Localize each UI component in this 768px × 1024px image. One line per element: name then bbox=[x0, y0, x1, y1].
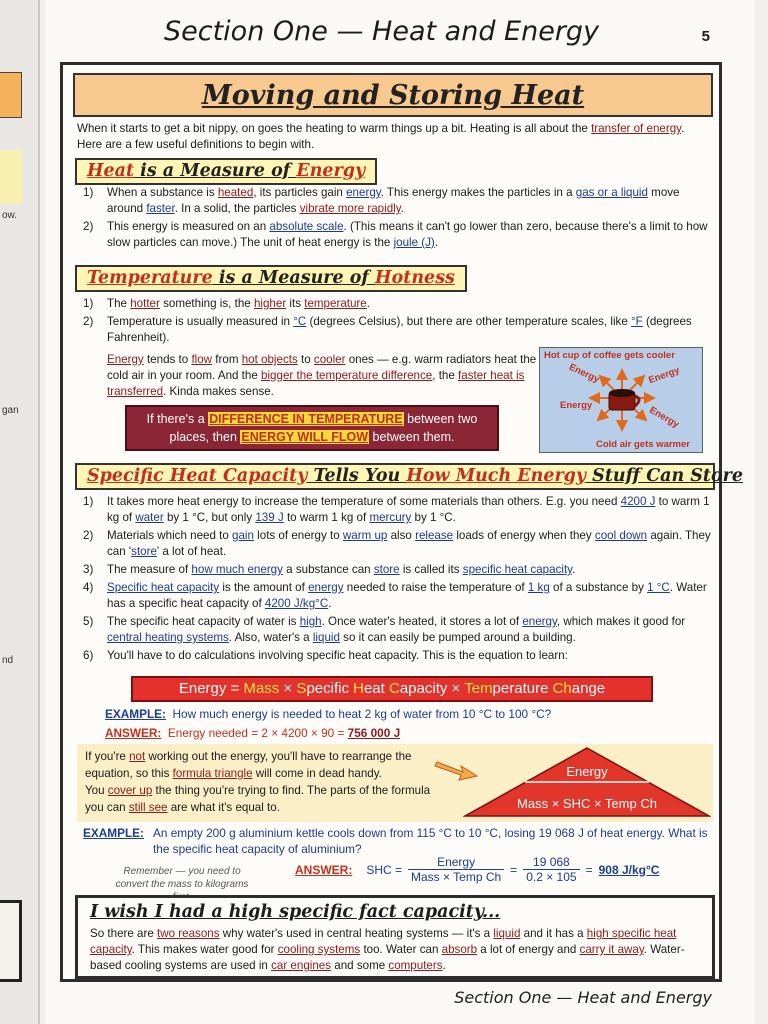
section-header-title: Section One — Heat and Energy bbox=[164, 16, 600, 47]
triangle-bottom-label: Mass × SHC × Temp Ch bbox=[517, 796, 657, 811]
page bbox=[46, 0, 754, 1024]
shc-equation-box: Energy = Mass × Specific Heat Capacity × Temperature Change bbox=[131, 676, 653, 702]
content-frame bbox=[60, 62, 744, 982]
heat-points-list bbox=[83, 185, 709, 253]
temperature-points-list bbox=[83, 296, 709, 348]
list-item: 2) This energy is measured on an absolute scale. (This means it can't go lower than zero, because there's a limit to how slow particles can move.) The unit of heat energy is the joule (J). bbox=[83, 220, 708, 249]
remember-note: Remember — you need to convert the mass to kilograms bbox=[115, 866, 249, 890]
energy-label: Energy bbox=[647, 404, 681, 431]
coffee-caption-top: Hot cup of coffee gets cooler bbox=[544, 350, 675, 361]
example-2-label: EXAMPLE: bbox=[83, 826, 144, 840]
energy-label: Energy bbox=[647, 364, 682, 387]
example-2-answer: ANSWER: SHC = $\frac{\text{Energy}}{\text{Mass × Temp Ch}}$ = $\frac{19 068}{0.2 \times 105}$ = 908 J/kg°C bbox=[295, 855, 660, 884]
temperature-heading: Temperature is a Measure of Hotness bbox=[75, 265, 467, 292]
formula-triangle-paragraph: If you're not working out the energy, you'll have to rearrange the equation, so this formula triangle will come in dead handy. You cover up the thing you're trying to find. The parts of the formula you can still see are what it's equal to. bbox=[85, 750, 431, 814]
formula-triangle-section bbox=[77, 744, 713, 822]
main-title: Moving and Storing Heat bbox=[201, 79, 585, 111]
previous-page-box bbox=[0, 900, 22, 982]
coffee-cup-illustration bbox=[539, 347, 703, 453]
summary-heading: I wish I had a high specific fact capacity... bbox=[90, 902, 501, 922]
list-item: 3) The measure of how much energy a substance can store is called its specific heat capacity. bbox=[83, 563, 576, 576]
example-1: EXAMPLE: How much energy is needed to heat 2 kg of water from 10 °C to 100 °C? ANSWER: Energy needed = 2 × 4200 × 90 = 756 000 J bbox=[105, 707, 552, 740]
summary-box bbox=[75, 895, 715, 979]
shc-points-list bbox=[83, 494, 711, 666]
example-2-question: An empty 200 g aluminium kettle cools down from 115 °C to 10 °C, losing 19 068 J of heat energy. What is the specific heat capacity of aluminium? bbox=[153, 826, 708, 856]
energy-label: Energy bbox=[567, 361, 602, 386]
main-title-banner bbox=[73, 73, 713, 117]
page-number: 5 bbox=[701, 28, 710, 45]
previous-page-text-fragment: ow. bbox=[2, 210, 18, 221]
list-item: 2) Materials which need to gain lots of energy to warm up also release loads of energy when they cool down again. They can 'store' a lot of heat. bbox=[83, 529, 711, 558]
triangle-top-label: Energy bbox=[566, 764, 608, 779]
coffee-cup-icon bbox=[609, 389, 639, 410]
previous-page-title-tab bbox=[0, 72, 22, 118]
previous-page-text-fragment: gan bbox=[2, 405, 19, 416]
summary-paragraph: So there are two reasons why water's used in central heating systems — it's a liquid and it has a high specific heat capacity. This makes water good for cooling systems too. Water can absorb a lot of energy and carry it away. Water-based cooling systems are used in car engines and some computers. bbox=[90, 927, 685, 972]
list-item: 5) The specific heat capacity of water is high. Once water's heated, it stores a lot of energy, which makes it good for central heating systems. Also, water's a liquid so it can easily be pumped around a building. bbox=[83, 615, 686, 644]
temperature-difference-callout: If there's a DIFFERENCE IN TEMPERATURE between two places, then ENERGY WILL FLOW between them. bbox=[125, 405, 499, 451]
previous-page-text-fragment: nd bbox=[2, 655, 14, 666]
coffee-caption-bottom: Cold air gets warmer bbox=[596, 439, 690, 450]
heat-heading: Heat is a Measure of Energy bbox=[75, 158, 377, 185]
previous-page-heading-tab bbox=[0, 150, 22, 204]
intro-paragraph: When it starts to get a bit nippy, on goes the heating to warm things up a bit. Heating is all about the transfer of energy. Here are a few useful definitions to begin with. bbox=[77, 122, 685, 151]
list-item: 1) The hotter something is, the higher its temperature. bbox=[83, 297, 370, 310]
example-2 bbox=[83, 825, 713, 857]
specific-heat-capacity-heading: Specific Heat Capacity Tells You How Much Energy Stuff Can Store bbox=[75, 463, 715, 490]
energy-flow-paragraph: Energy tends to flow from hot objects to cooler ones — e.g. warm radiators heat the cold air in your room. And the bigger the temperature difference, the faster heat is transferred. Kinda makes sense. bbox=[107, 353, 537, 398]
previous-page-edge bbox=[0, 0, 40, 1024]
list-item: 1) It takes more heat energy to increase the temperature of some materials than others. E.g. you need 4200 J to warm 1 kg of water by 1 °C, but only 139 J to warm 1 kg of mercury by 1 °C. bbox=[83, 495, 710, 524]
list-item: 4) Specific heat capacity is the amount of energy needed to raise the temperature of 1 kg of a substance by 1 °C. Water has a specific heat capacity of 4200 J/kg°C. bbox=[83, 581, 707, 610]
footer-section-title: Section One — Heat and Energy bbox=[454, 988, 712, 1007]
list-item: 1) When a substance is heated, its particles gain energy. This energy makes the particles in a gas or a liquid move around faster. In a solid, the particles vibrate more rapidly. bbox=[83, 186, 680, 215]
energy-label: Energy bbox=[560, 400, 593, 411]
list-item: 6) You'll have to do calculations involving specific heat capacity. This is the equation to learn: bbox=[83, 649, 568, 662]
list-item: 2) Temperature is usually measured in °C (degrees Celsius), but there are other temperature scales, like °F (degrees Fahrenheit). bbox=[83, 315, 692, 344]
